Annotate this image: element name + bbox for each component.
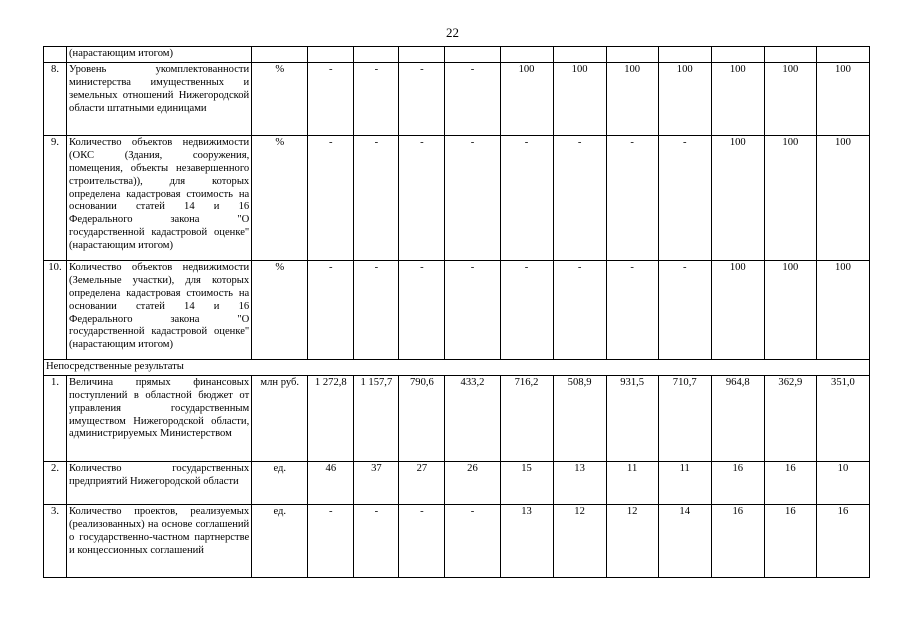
value-cell: 13: [500, 504, 553, 577]
row-unit: млн руб.: [252, 375, 308, 461]
value-cell: -: [399, 135, 445, 260]
value-cell: 362,9: [764, 375, 816, 461]
value-cell: -: [354, 260, 399, 359]
row-number: 2.: [44, 461, 67, 504]
row-description: Количество проектов, реализуемых (реализованных) на основе соглашений о государственно-частном партнерстве и концессионных соглашений: [67, 504, 252, 577]
value-cell: 100: [816, 260, 869, 359]
value-cell: -: [553, 260, 606, 359]
value-cell: [606, 47, 658, 63]
value-cell: -: [553, 135, 606, 260]
value-cell: 37: [354, 461, 399, 504]
value-cell: 14: [658, 504, 711, 577]
value-cell: 710,7: [658, 375, 711, 461]
row-number-cell: [44, 47, 67, 63]
row-description: Уровень укомплектованности министерства имущественных и земельных отношений Нижегородской области штатными единицами: [67, 62, 252, 135]
row-unit: ед.: [252, 504, 308, 577]
value-cell: [308, 47, 354, 63]
page-number: 22: [446, 25, 459, 40]
table-row: [44, 461, 870, 504]
value-cell: 100: [553, 62, 606, 135]
value-cell: 100: [711, 260, 764, 359]
value-cell: -: [606, 135, 658, 260]
value-cell: 100: [606, 62, 658, 135]
value-cell: -: [399, 62, 445, 135]
row-number: 8.: [44, 62, 67, 135]
value-cell: 100: [816, 62, 869, 135]
value-cell: 100: [711, 62, 764, 135]
value-cell: [445, 47, 500, 63]
row-unit: %: [252, 62, 308, 135]
row-unit: %: [252, 260, 308, 359]
value-cell: [553, 47, 606, 63]
row-number: 3.: [44, 504, 67, 577]
value-cell: -: [354, 504, 399, 577]
value-cell: 716,2: [500, 375, 553, 461]
value-cell: -: [606, 260, 658, 359]
value-cell: -: [308, 62, 354, 135]
value-cell: [354, 47, 399, 63]
value-cell: -: [445, 504, 500, 577]
value-cell: 100: [711, 135, 764, 260]
row-description: Величина прямых финансовых поступлений в областной бюджет от управления государственным имуществом Нижегородской области, администрируемых Министерством: [67, 375, 252, 461]
value-cell: -: [658, 260, 711, 359]
section-title: Непосредственные результаты: [44, 359, 870, 375]
value-cell: 790,6: [399, 375, 445, 461]
table-row: [44, 260, 870, 359]
value-cell: -: [354, 135, 399, 260]
value-cell: -: [500, 260, 553, 359]
section-row: [44, 359, 870, 375]
value-cell: [658, 47, 711, 63]
value-cell: -: [354, 62, 399, 135]
value-cell: 100: [816, 135, 869, 260]
table-row: [44, 375, 870, 461]
value-cell: -: [500, 135, 553, 260]
value-cell: 100: [658, 62, 711, 135]
row-description: Количество объектов недвижимости (ОКС (Здания, сооружения, помещения, объекты незавершенного строительства)), для которых определена кадастровая стоимость на основании статей 14 и 16 Федерального закона "О государственной кадастровой оценке" (нарастающим итогом): [67, 135, 252, 260]
table-row: [44, 135, 870, 260]
value-cell: 100: [500, 62, 553, 135]
value-cell: 11: [658, 461, 711, 504]
row-description: Количество объектов недвижимости (Земельные участки), для которых определена кадастровая стоимость на основании статей 14 и 16 Федерального закона "О государственной кадастровой оценке" (нарастающим итогом): [67, 260, 252, 359]
value-cell: [399, 47, 445, 63]
row-number: 1.: [44, 375, 67, 461]
value-cell: 10: [816, 461, 869, 504]
value-cell: 11: [606, 461, 658, 504]
value-cell: [500, 47, 553, 63]
value-cell: 16: [764, 504, 816, 577]
table-row: [44, 62, 870, 135]
row-unit: ед.: [252, 461, 308, 504]
value-cell: 15: [500, 461, 553, 504]
value-cell: 16: [711, 504, 764, 577]
value-cell: [764, 47, 816, 63]
indicators-table: [43, 46, 870, 578]
value-cell: 508,9: [553, 375, 606, 461]
value-cell: 13: [553, 461, 606, 504]
value-cell: 27: [399, 461, 445, 504]
value-cell: 12: [606, 504, 658, 577]
value-cell: -: [308, 260, 354, 359]
value-cell: -: [658, 135, 711, 260]
value-cell: 16: [764, 461, 816, 504]
value-cell: 46: [308, 461, 354, 504]
value-cell: 16: [816, 504, 869, 577]
value-cell: 931,5: [606, 375, 658, 461]
value-cell: 100: [764, 62, 816, 135]
value-cell: [816, 47, 869, 63]
value-cell: -: [399, 260, 445, 359]
row-description: Количество государственных предприятий Нижегородской области: [67, 461, 252, 504]
value-cell: 12: [553, 504, 606, 577]
value-cell: -: [445, 62, 500, 135]
value-cell: 964,8: [711, 375, 764, 461]
row-number: 9.: [44, 135, 67, 260]
value-cell: 1 157,7: [354, 375, 399, 461]
value-cell: [711, 47, 764, 63]
row-unit: %: [252, 135, 308, 260]
value-cell: 100: [764, 260, 816, 359]
value-cell: 351,0: [816, 375, 869, 461]
value-cell: -: [308, 135, 354, 260]
row-unit: [252, 47, 308, 63]
value-cell: 26: [445, 461, 500, 504]
table-row-continuation: [44, 47, 870, 63]
value-cell: 1 272,8: [308, 375, 354, 461]
value-cell: -: [445, 260, 500, 359]
row-number: 10.: [44, 260, 67, 359]
value-cell: 16: [711, 461, 764, 504]
row-description: (нарастающим итогом): [67, 47, 252, 63]
table-row: [44, 504, 870, 577]
value-cell: -: [399, 504, 445, 577]
value-cell: 433,2: [445, 375, 500, 461]
value-cell: -: [308, 504, 354, 577]
value-cell: 100: [764, 135, 816, 260]
value-cell: -: [445, 135, 500, 260]
